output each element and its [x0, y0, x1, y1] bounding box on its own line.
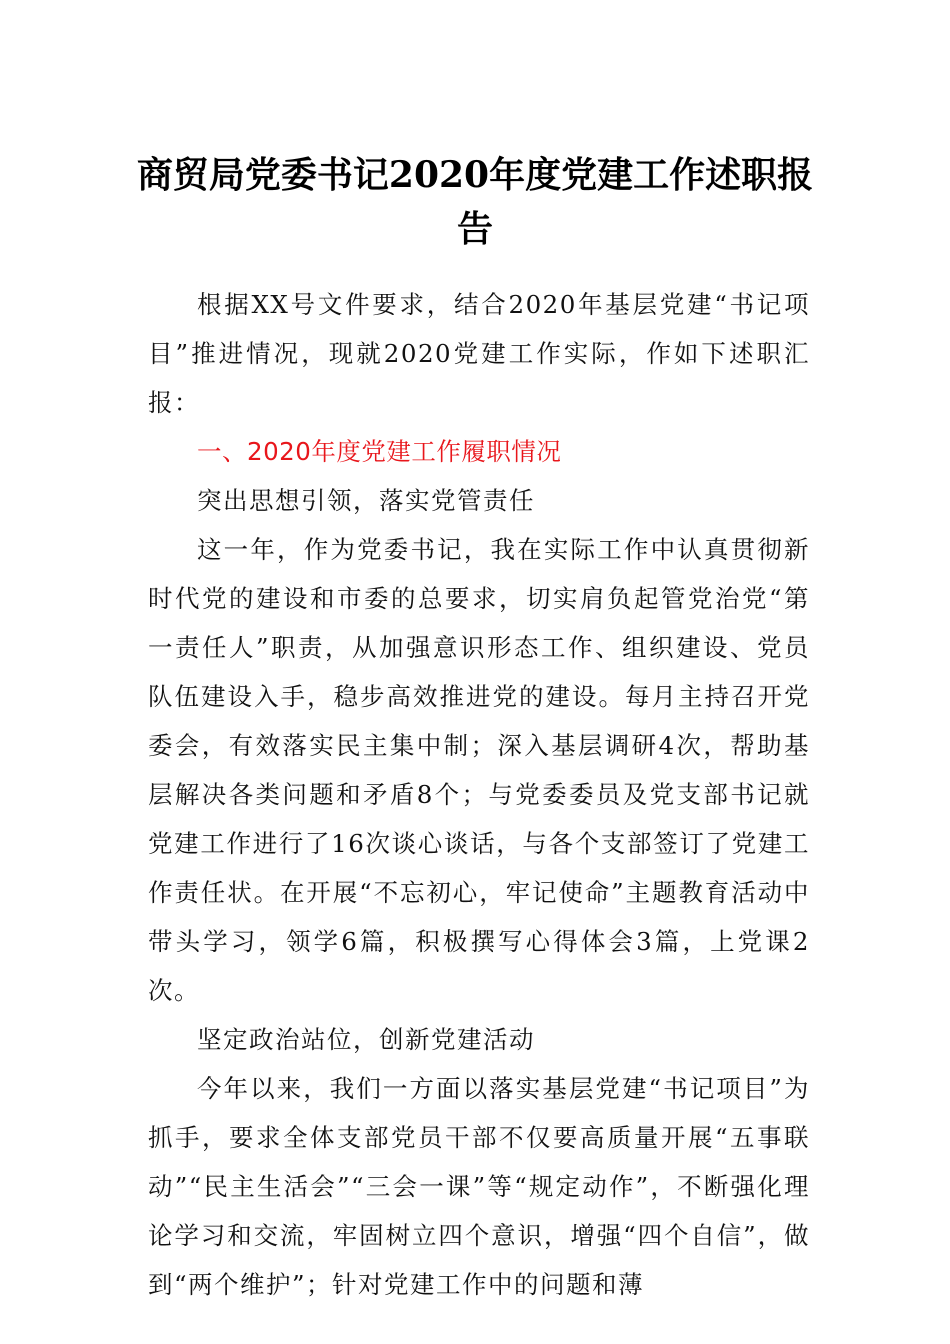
- subheading-2: 坚定政治站位，创新党建活动: [197, 1025, 535, 1054]
- subheading-1: 突出思想引领，落实党管责任: [197, 486, 535, 515]
- section-heading: 一、2020年度党建工作履职情况: [197, 437, 562, 466]
- intro-paragraph: 根据XX号文件要求，结合2020年基层党建“书记项目”推进情况，现就2020党建工作实际，作如下述职汇报：: [148, 290, 810, 417]
- body-paragraph-1: 这一年，作为党委书记，我在实际工作中认真贯彻新时代党的建设和市委的总要求，切实肩负起管党治党“第一责任人”职责，从加强意识形态工作、组织建设、党员队伍建设入手，稳步高效推进党的建设。每月主持召开党委会，有效落实民主集中制；深入基层调研4次，帮助基层解决各类问题和矛盾8个；与党委委员及党支部书记就党建工作进行了16次谈心谈话，与各个支部签订了党建工作责任状。在开展“不忘初心，牢记使命”主题教育活动中带头学习，领学6篇，积极撰写心得体会3篇，上党课2次。: [148, 535, 810, 1005]
- body-paragraph-2: 今年以来，我们一方面以落实基层党建“书记项目”为抓手，要求全体支部党员干部不仅要高质量开展“五事联动”“民主生活会”“三会一课”等“规定动作”，不断强化理论学习和交流，牢固树立四个意识，增强“四个自信”，做到“两个维护”；针对党建工作中的问题和薄: [148, 1074, 810, 1299]
- document-title: 商贸局党委书记2020年度党建工作述职报告: [136, 154, 814, 250]
- document-body: [148, 280, 810, 1309]
